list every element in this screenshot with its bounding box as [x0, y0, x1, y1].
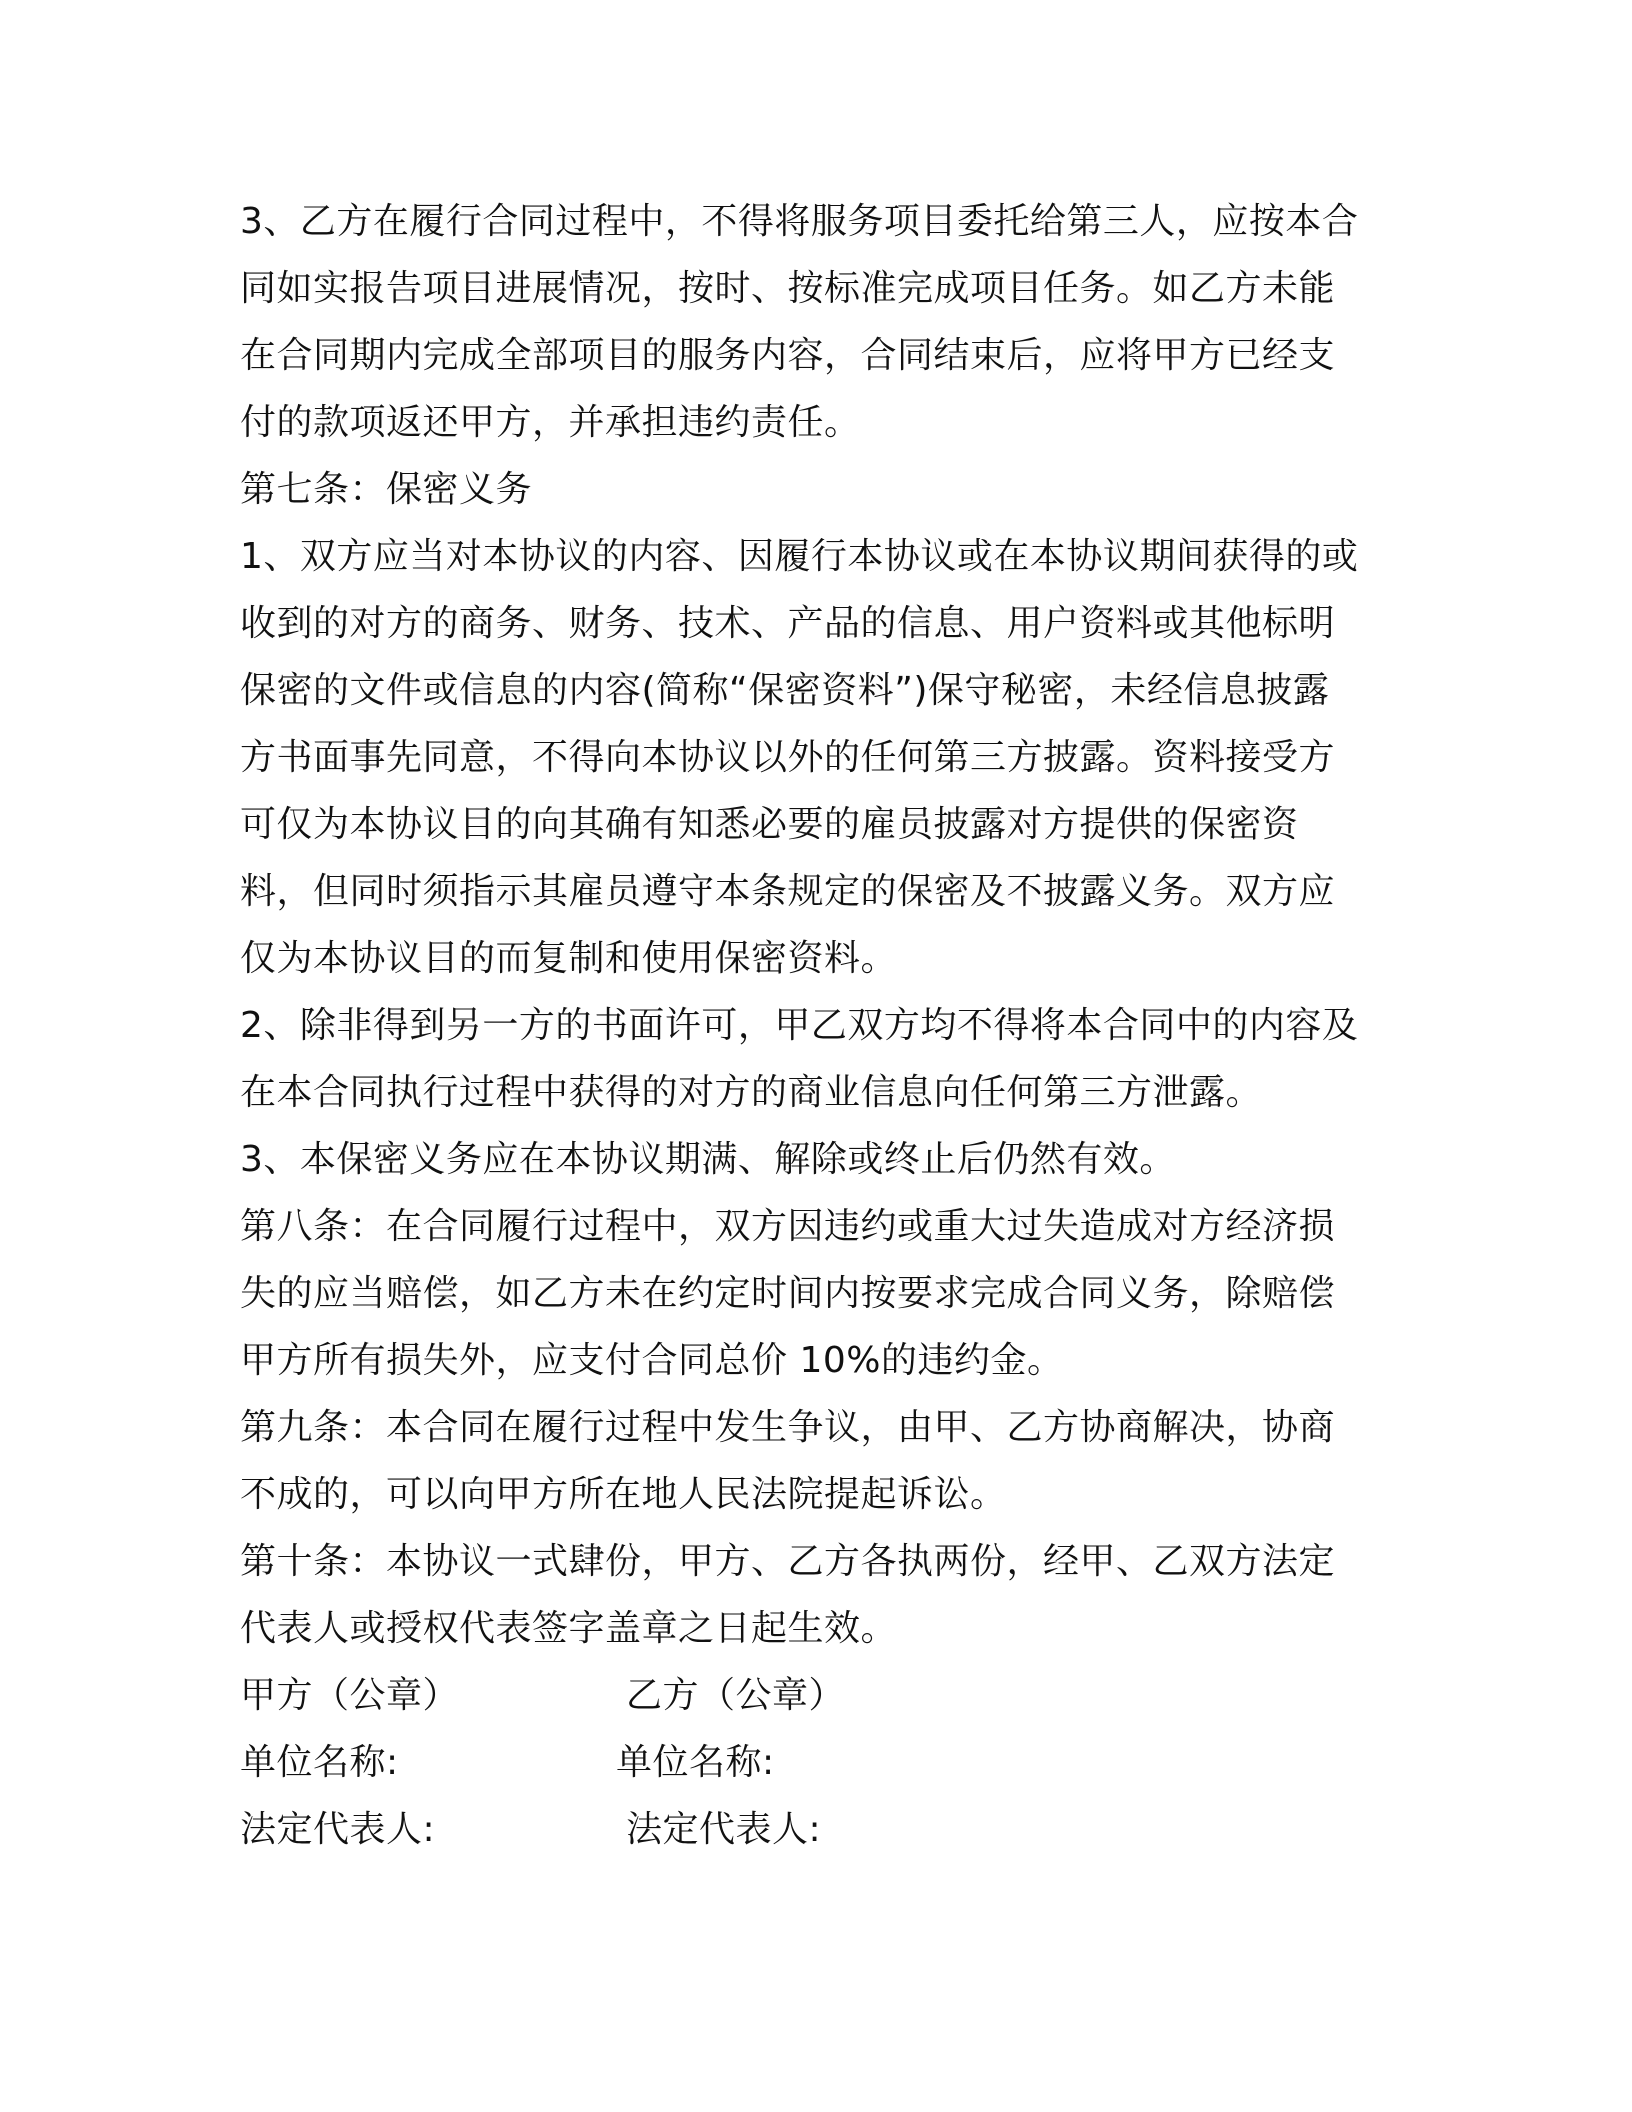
text-line: 3、本保密义务应在本协议期满、解除或终止后仍然有效。: [240, 1139, 1176, 1180]
party-a-rep-label: 法定代表人:: [240, 1809, 436, 1850]
text-line: 可仅为本协议目的向其确有知悉必要的雇员披露对方提供的保密资: [240, 804, 1299, 845]
text-line: 代表人或授权代表签字盖章之日起生效。: [240, 1608, 898, 1649]
text-line: 料，但同时须指示其雇员遵守本条规定的保密及不披露义务。双方应: [240, 871, 1336, 912]
party-b-unit-label: 单位名称:: [616, 1742, 775, 1783]
article-9-line: 第九条：本合同在履行过程中发生争议，由甲、乙方协商解决，协商: [240, 1407, 1336, 1448]
signature-row-seal: [240, 1662, 1400, 1729]
text-line: 收到的对方的商务、财务、技术、产品的信息、用户资料或其他标明: [240, 603, 1336, 644]
text-line: 不成的，可以向甲方所在地人民法院提起诉讼。: [240, 1474, 1007, 1515]
signature-row-representative: [240, 1796, 1400, 1863]
article-7-heading: 第七条：保密义务: [240, 469, 533, 510]
text-line: 在合同期内完成全部项目的服务内容，合同结束后，应将甲方已经支: [240, 335, 1336, 376]
party-a-seal-label: 甲方（公章）: [240, 1675, 460, 1716]
text-line: 失的应当赔偿，如乙方未在约定时间内按要求完成合同义务，除赔偿: [240, 1273, 1336, 1314]
signature-row-unit: [240, 1729, 1400, 1796]
text-line: 1、双方应当对本协议的内容、因履行本协议或在本协议期间获得的或: [240, 536, 1359, 577]
text-line: 保密的文件或信息的内容(简称“保密资料”)保守秘密，未经信息披露: [240, 670, 1330, 711]
text-line: 甲方所有损失外，应支付合同总价 10%的违约金。: [240, 1340, 1064, 1381]
contract-body: [240, 188, 1400, 1863]
text-line: 仅为本协议目的而复制和使用保密资料。: [240, 938, 898, 979]
party-a-unit-label: 单位名称:: [240, 1742, 399, 1783]
text-line: 付的款项返还甲方，并承担违约责任。: [240, 402, 861, 443]
text-line: 方书面事先同意，不得向本协议以外的任何第三方披露。资料接受方: [240, 737, 1336, 778]
article-8-line: 第八条：在合同履行过程中，双方因违约或重大过失造成对方经济损: [240, 1206, 1336, 1247]
party-b-rep-label: 法定代表人:: [626, 1809, 822, 1850]
text-line: 2、除非得到另一方的书面许可，甲乙双方均不得将本合同中的内容及: [240, 1005, 1359, 1046]
article-10-line: 第十条：本协议一式肆份，甲方、乙方各执两份，经甲、乙双方法定: [240, 1541, 1336, 1582]
text-line: 同如实报告项目进展情况，按时、按标准完成项目任务。如乙方未能: [240, 268, 1336, 309]
text-line: 在本合同执行过程中获得的对方的商业信息向任何第三方泄露。: [240, 1072, 1263, 1113]
text-line: 3、乙方在履行合同过程中，不得将服务项目委托给第三人，应按本合: [240, 201, 1359, 242]
party-b-seal-label: 乙方（公章）: [626, 1675, 846, 1716]
